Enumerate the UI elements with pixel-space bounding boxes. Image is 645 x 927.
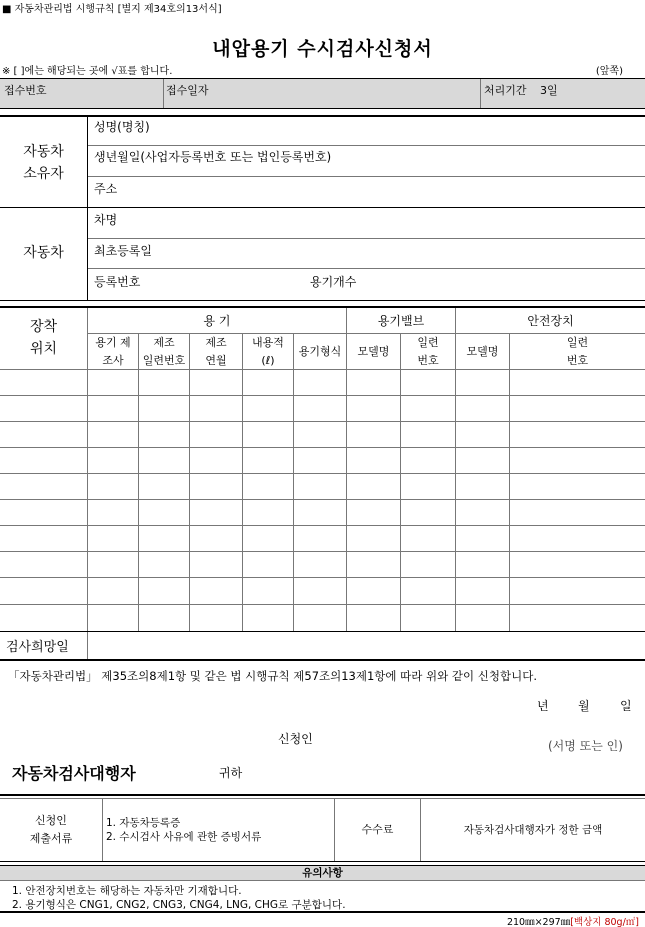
receipt-number-label: 접수번호 bbox=[4, 84, 47, 97]
document-item-2: 2. 수시검사 사유에 관한 증빙서류 bbox=[106, 831, 262, 843]
paper-spec: 210㎜×297㎜[백상지 80g/㎡] bbox=[506, 917, 639, 927]
recipient: 자동차검사대행자 bbox=[12, 764, 136, 783]
law-reference: ■ 자동차관리법 시행규칙 [별지 제34호의13서식] bbox=[2, 4, 222, 15]
submission-documents-label: 신청인 제출서류 bbox=[29, 814, 73, 845]
owner-section-label: 자동차 소유자 bbox=[23, 144, 64, 182]
col-valve-serial: 일련 번호 bbox=[417, 336, 439, 367]
note-item-2: 2. 용기형식은 CNG1, CNG2, CNG3, CNG4, LNG, CHG로 구분합니다. bbox=[12, 899, 346, 911]
recipient-suffix: 귀하 bbox=[219, 766, 243, 780]
first-registration-label: 최초등록일 bbox=[94, 244, 152, 258]
processing-period-label: 처리기간 bbox=[484, 84, 527, 97]
col-serial-number: 제조 일련번호 bbox=[142, 336, 186, 367]
container-count-label: 용기개수 bbox=[310, 275, 357, 289]
applicant-label: 신청인 bbox=[278, 732, 313, 746]
owner-birth-label: 생년월일(사업자등록번호 또는 법인등록번호) bbox=[94, 150, 332, 164]
page-side: (앞쪽) bbox=[595, 66, 623, 77]
fee-value: 자동차검사대행자가 정한 금액 bbox=[463, 824, 603, 836]
date-day: 일 bbox=[620, 699, 632, 713]
col-container-type: 용기형식 bbox=[298, 345, 342, 358]
mount-position-label: 장착 위치 bbox=[29, 319, 58, 357]
signature-label: (서명 또는 인) bbox=[548, 739, 623, 753]
receipt-date-label: 접수일자 bbox=[166, 84, 209, 97]
container-group-header: 용 기 bbox=[203, 314, 231, 328]
date-month: 월 bbox=[578, 699, 590, 713]
col-safety-model: 모델명 bbox=[466, 345, 499, 358]
note-item-1: 1. 안전장치번호는 해당하는 자동차만 기재합니다. bbox=[12, 885, 242, 897]
processing-period-value: 3일 bbox=[540, 84, 558, 97]
safety-group-header: 안전장치 bbox=[527, 314, 574, 328]
form-title: 내압용기 수시검사신청서 bbox=[212, 38, 433, 60]
car-name-label: 차명 bbox=[94, 213, 118, 227]
vehicle-section-label: 자동차 bbox=[23, 245, 64, 261]
col-valve-model: 모델명 bbox=[357, 345, 390, 358]
check-note: ※ [ ]에는 해당되는 곳에 √표를 합니다. bbox=[2, 66, 173, 77]
owner-name-label: 성명(명칭) bbox=[94, 120, 150, 134]
fee-label: 수수료 bbox=[361, 823, 394, 836]
owner-address-label: 주소 bbox=[94, 182, 118, 196]
col-safety-serial: 일련 번호 bbox=[566, 336, 589, 367]
date-year: 년 bbox=[537, 699, 549, 713]
document-item-1: 1. 자동차등록증 bbox=[106, 817, 181, 829]
desired-inspection-date-label: 검사희망일 bbox=[6, 640, 69, 655]
registration-number-label: 등록번호 bbox=[94, 275, 141, 289]
valve-group-header: 용기밸브 bbox=[377, 314, 425, 328]
col-manufacture-date: 제조 연월 bbox=[205, 336, 227, 367]
application-statement: 「자동차관리법」 제35조의8제1항 및 같은 법 시행규칙 제57조의13제1항에 따라 위와 같이 신청합니다. bbox=[8, 669, 537, 683]
notes-title: 유의사항 bbox=[302, 867, 343, 879]
col-container-maker: 용기 제 조사 bbox=[95, 336, 131, 367]
col-volume: 내용적 (ℓ) bbox=[252, 336, 284, 367]
